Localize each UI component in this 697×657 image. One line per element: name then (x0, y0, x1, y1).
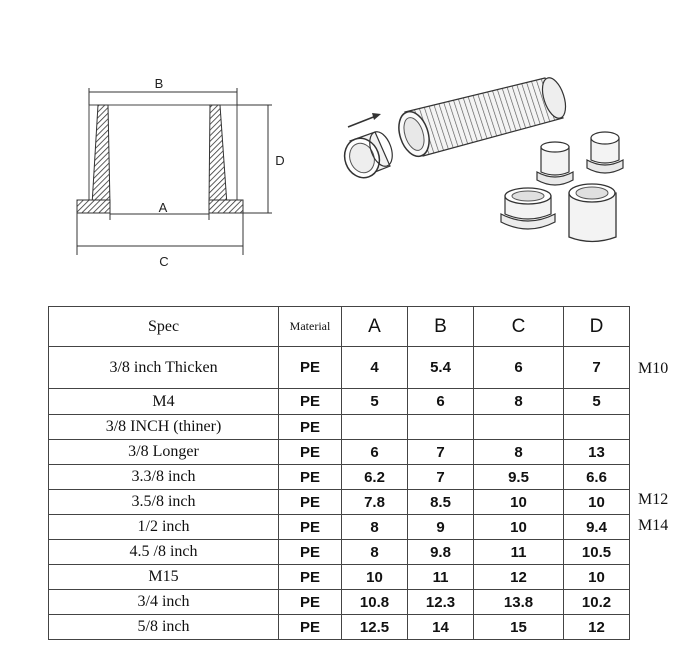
material-cell: PE (279, 515, 342, 540)
table-row (49, 415, 630, 440)
a-cell: 6 (342, 440, 408, 465)
a-cell: 12.5 (342, 615, 408, 640)
material-cell: PE (279, 415, 342, 440)
a-cell (342, 415, 408, 440)
table-row (49, 490, 630, 515)
c-cell: 10 (474, 515, 564, 540)
bushing-small-2 (587, 132, 623, 173)
b-cell: 8.5 (408, 490, 474, 515)
material-cell: PE (279, 565, 342, 590)
c-cell: 12 (474, 565, 564, 590)
b-cell (408, 415, 474, 440)
c-cell: 8 (474, 389, 564, 415)
d-cell: 10.2 (564, 590, 630, 615)
dim-c-label: C (159, 254, 169, 269)
d-cell: 5 (564, 389, 630, 415)
table-row (49, 565, 630, 590)
a-cell: 5 (342, 389, 408, 415)
header-material: Material (279, 307, 342, 347)
table-row (49, 590, 630, 615)
c-cell: 13.8 (474, 590, 564, 615)
spec-cell: 3/8 INCH (thiner) (49, 415, 279, 440)
b-cell: 6 (408, 389, 474, 415)
c-cell: 15 (474, 615, 564, 640)
d-cell: 10 (564, 490, 630, 515)
a-cell: 10 (342, 565, 408, 590)
c-cell: 8 (474, 440, 564, 465)
material-cell: PE (279, 347, 342, 389)
spec-cell: 1/2 inch (49, 515, 279, 540)
d-cell: 12 (564, 615, 630, 640)
cross-section-drawing (77, 76, 285, 269)
side-label-m14: M14 (638, 517, 669, 534)
c-cell: 10 (474, 490, 564, 515)
c-cell: 6 (474, 347, 564, 389)
side-label-m10: M10 (638, 360, 669, 377)
header-spec: Spec (49, 307, 279, 347)
a-cell: 4 (342, 347, 408, 389)
table-row (49, 389, 630, 415)
c-cell: 9.5 (474, 465, 564, 490)
spec-cell: 3.3/8 inch (49, 465, 279, 490)
a-cell: 6.2 (342, 465, 408, 490)
material-cell: PE (279, 440, 342, 465)
spec-cell: 3/8 Longer (49, 440, 279, 465)
table-row (49, 515, 630, 540)
table-row (49, 440, 630, 465)
bushing-insert (339, 129, 396, 183)
spec-cell: M4 (49, 389, 279, 415)
b-cell: 11 (408, 565, 474, 590)
b-cell: 9.8 (408, 540, 474, 565)
a-cell: 10.8 (342, 590, 408, 615)
header-c: C (474, 307, 564, 347)
b-cell: 9 (408, 515, 474, 540)
table-row (49, 465, 630, 490)
insert-arrow-icon (348, 113, 381, 127)
a-cell: 8 (342, 515, 408, 540)
header-b: B (408, 307, 474, 347)
d-cell: 7 (564, 347, 630, 389)
d-cell: 13 (564, 440, 630, 465)
bushing-medium (501, 188, 555, 229)
d-cell (564, 415, 630, 440)
material-cell: PE (279, 540, 342, 565)
d-cell: 9.4 (564, 515, 630, 540)
spec-cell: 3/8 inch Thicken (49, 347, 279, 389)
spec-cell: 3.5/8 inch (49, 490, 279, 515)
a-cell: 7.8 (342, 490, 408, 515)
material-cell: PE (279, 590, 342, 615)
d-cell: 6.6 (564, 465, 630, 490)
product-illustration (339, 75, 623, 242)
d-cell: 10 (564, 565, 630, 590)
product-diagram (0, 0, 697, 300)
spec-table (48, 306, 630, 640)
b-cell: 7 (408, 465, 474, 490)
spec-cell: M15 (49, 565, 279, 590)
spec-cell: 3/4 inch (49, 590, 279, 615)
a-cell: 8 (342, 540, 408, 565)
bushing-large (569, 184, 616, 242)
b-cell: 12.3 (408, 590, 474, 615)
table-row (49, 347, 630, 389)
header-d: D (564, 307, 630, 347)
dim-b-label: B (154, 76, 164, 91)
bushing-small-1 (537, 142, 573, 185)
material-cell: PE (279, 389, 342, 415)
side-label-m12: M12 (638, 491, 669, 508)
dim-d-label: D (275, 153, 285, 168)
b-cell: 14 (408, 615, 474, 640)
table-header-row (49, 307, 630, 347)
material-cell: PE (279, 490, 342, 515)
b-cell: 7 (408, 440, 474, 465)
b-cell: 5.4 (408, 347, 474, 389)
c-cell: 11 (474, 540, 564, 565)
d-cell: 10.5 (564, 540, 630, 565)
c-cell (474, 415, 564, 440)
dim-a-label: A (158, 200, 168, 215)
spec-cell: 5/8 inch (49, 615, 279, 640)
material-cell: PE (279, 615, 342, 640)
table-row (49, 615, 630, 640)
spec-cell: 4.5 /8 inch (49, 540, 279, 565)
material-cell: PE (279, 465, 342, 490)
header-a: A (342, 307, 408, 347)
table-row (49, 540, 630, 565)
